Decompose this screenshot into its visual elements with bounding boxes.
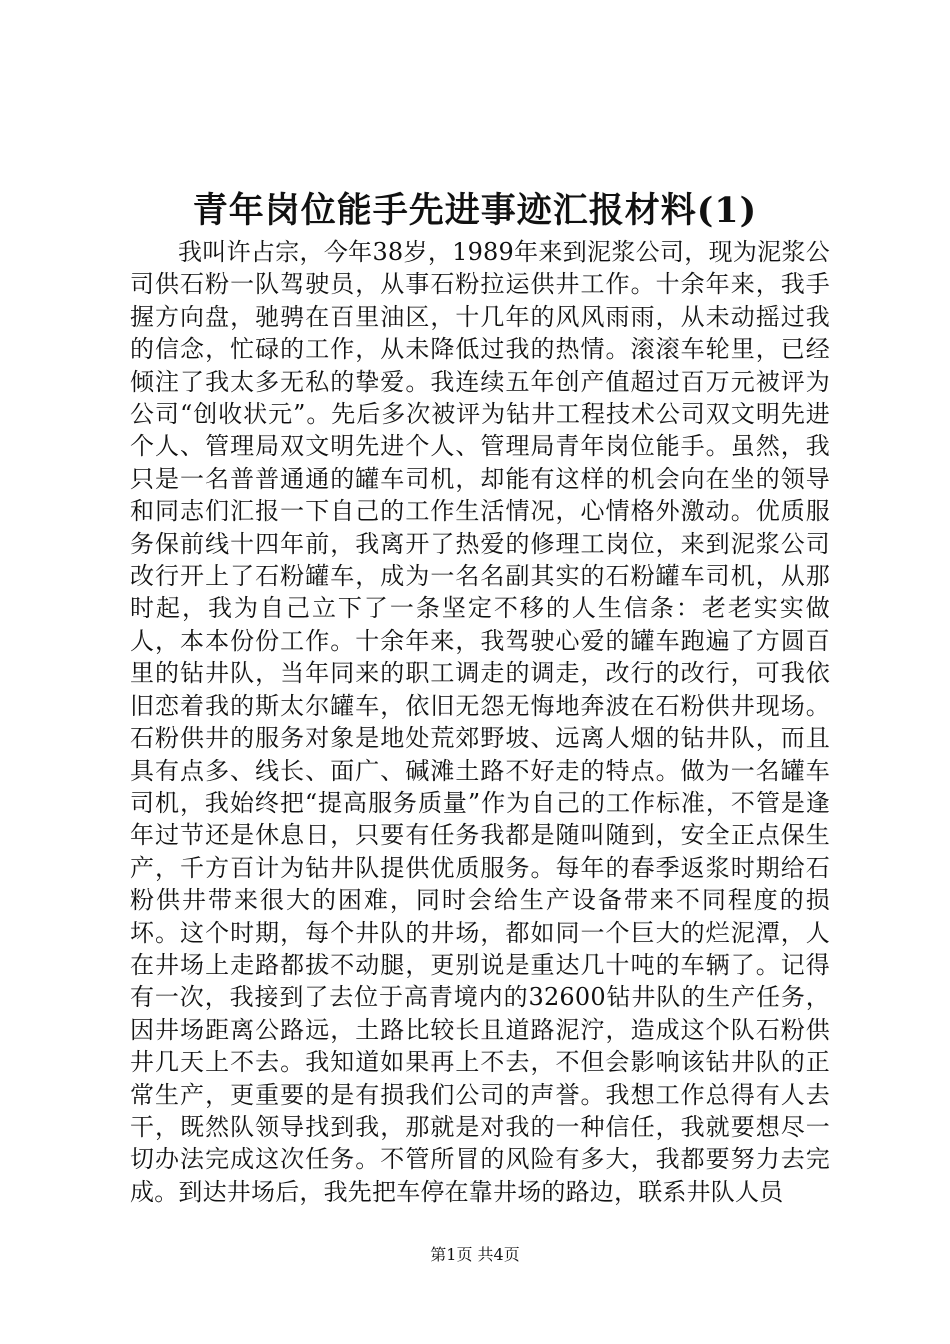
document-body-paragraph: 我叫许占宗，今年38岁，1989年来到泥浆公司，现为泥浆公司供石粉一队驾驶员，从事石粉拉运供井工作。十余年来，我手握方向盘，驰骋在百里油区，十几年的风风雨雨，从未动摇过我的信念，忙碌的工作，从未降低过我的热情。滚滚车轮里，已经倾注了我太多无私的挚爱。我连续五年创产值超过百万元被评为公司“创收状元”。先后多次被评为钻井工程技术公司双文明先进个人、管理局双文明先进个人、管理局青年岗位能手。虽然，我只是一名普普通通的罐车司机，却能有这样的机会向在坐的领导和同志们汇报一下自己的工作生活情况，心情格外激动。优质服务保前线十四年前，我离开了热爱的修理工岗位，来到泥浆公司改行开上了石粉罐车，成为一名名副其实的石粉罐车司机，从那时起，我为自己立下了一条坚定不移的人生信条：老老实实做人，本本份份工作。十余年来，我驾驶心爱的罐车跑遍了方圆百里的钻井队，当年同来的职工调走的调走，改行的改行，可我依旧恋着我的斯太尔罐车，依旧无怨无悔地奔波在石粉供井现场。石粉供井的服务对象是地处荒郊野坡、远离人烟的钻井队，而且具有点多、线长、面广、碱滩土路不好走的特点。做为一名罐车司机，我始终把“提高服务质量”作为自己的工作标准，不管是逢年过节还是休息日，只要有任务我都是随叫随到，安全正点保生产，千方百计为钻井队提供优质服务。每年的春季返浆时期给石粉供井带来很大的困难，同时会给生产设备带来不同程度的损坏。这个时期，每个井队的井场，都如同一个巨大的烂泥潭，人在井场上走路都拔不动腿，更别说是重达几十吨的车辆了。记得有一次，我接到了去位于高青境内的32600钻井队的生产任务，因井场距离公路远，土路比较长且道路泥泞，造成这个队石粉供井几天上不去。我知道如果再上不去，不但会影响该钻井队的正常生产，更重要的是有损我们公司的声誉。我想工作总得有人去干，既然队领导找到我，那就是对我的一种信任，我就要想尽一切办法完成这次任务。不管所冒的风险有多大，我都要努力去完成。到达井场后，我先把车停在靠井场的路边，联系井队人员 xyxy=(130,238,830,1206)
page-footer: 第1页 共4页 xyxy=(430,1245,520,1264)
document-title: 青年岗位能手先进事迹汇报材料(1) xyxy=(192,190,758,231)
